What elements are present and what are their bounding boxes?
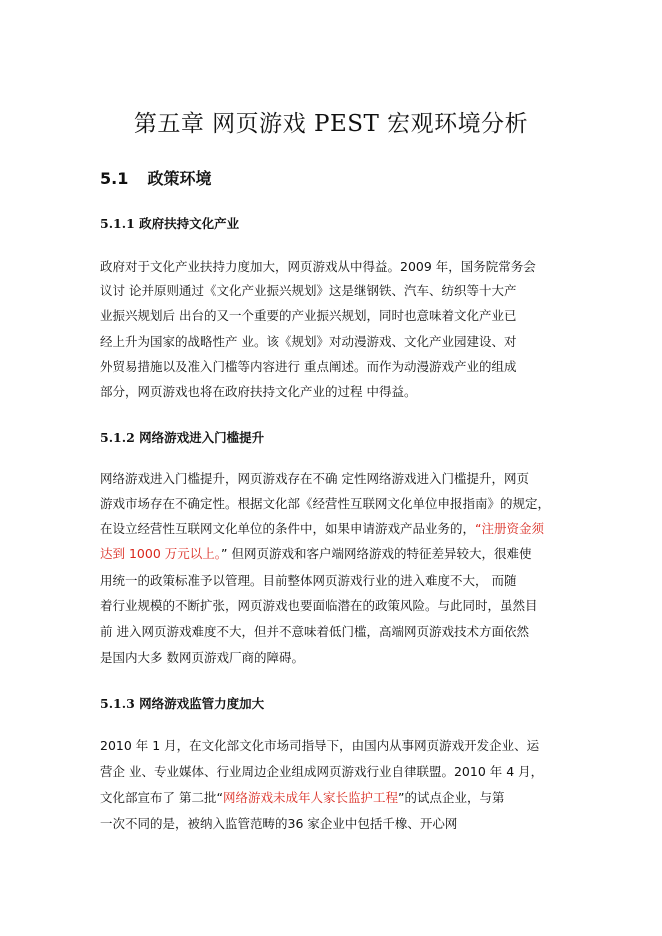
subsection-heading-5-1-1: 5.1.1 政府扶持文化产业 <box>100 216 240 231</box>
chapter-title: 第五章 网页游戏 PEST 宏观环境分析 <box>133 111 529 137</box>
subsection-heading-5-1-3: 5.1.3 网络游戏监管力度加大 <box>100 696 265 711</box>
section-number: 5.1 <box>100 169 129 188</box>
highlighted-text: 达到 1000 万元以上。 <box>100 546 222 561</box>
paragraph-line: 2010 年 1 月，在文化部文化市场司指导下，由国内从事网页游戏开发企业、运 <box>100 738 540 753</box>
paragraph-line: 前 进入网页游戏难度不大，但并不意味着低门槛，高端网页游戏技术方面依然 <box>100 624 529 639</box>
paragraph-line: 一次不同的是，被纳入监管范畴的36 家企业中包括千橡、开心网 <box>100 816 458 831</box>
paragraph-line: 政府对于文化产业扶持力度加大，网页游戏从中得益。2009 年，国务院常务会 <box>100 259 536 274</box>
paragraph-line: 业振兴规划后 出台的又一个重要的产业振兴规划，同时也意味着文化产业已 <box>100 308 517 323</box>
paragraph-line <box>100 521 570 537</box>
paragraph-line: 议讨 论并原则通过《文化产业振兴规划》这是继钢铁、汽车、纺织等十大产 <box>100 283 517 298</box>
paragraph-line <box>100 790 570 806</box>
section-title: 政策环境 <box>147 169 212 188</box>
text-run: 在设立经营性互联网文化单位的条件中，如果申请游戏产品业务的， <box>100 521 476 536</box>
paragraph-line: 经上升为国家的战略性产 业。该《规划》对动漫游戏、文化产业园建设、对 <box>100 334 517 349</box>
text-run: ”的试点企业，与第 <box>397 790 505 805</box>
paragraph-line: 是国内大多 数网页游戏厂商的障碍。 <box>100 650 304 665</box>
section-heading <box>100 166 212 189</box>
paragraph-line: 用统一的政策标准予以管理。目前整体网页游戏行业的进入难度不大， 而随 <box>100 573 517 588</box>
text-run: ” 但网页游戏和客户端网络游戏的特征差异较大，很难使 <box>221 546 532 561</box>
paragraph-line: 外贸易措施以及准入门槛等内容进行 重点阐述。而作为动漫游戏产业的组成 <box>100 359 517 374</box>
paragraph-line: 着行业规模的不断扩张，网页游戏也要面临潜在的政策风险。与此同时，虽然目 <box>100 598 538 613</box>
text-run: 文化部宣布了 第二批“ <box>100 790 223 805</box>
highlighted-text: “注册资金须 <box>475 521 544 536</box>
paragraph-line: 网络游戏进入门槛提升，网页游戏存在不确 定性网络游戏进入门槛提升，网页 <box>100 471 529 486</box>
paragraph-line <box>100 546 570 562</box>
paragraph-line: 部分，网页游戏也将在政府扶持文化产业的过程 中得益。 <box>100 384 417 399</box>
subsection-heading-5-1-2: 5.1.2 网络游戏进入门槛提升 <box>100 430 265 445</box>
highlighted-text: 网络游戏未成年人家长监护工程 <box>222 790 398 805</box>
paragraph-line: 营企 业、专业媒体、行业周边企业组成网页游戏行业自律联盟。2010 年 4 月， <box>100 764 544 779</box>
paragraph-line: 游戏市场存在不确定性。根据文化部《经营性互联网文化单位申报指南》的规定， <box>100 496 551 511</box>
